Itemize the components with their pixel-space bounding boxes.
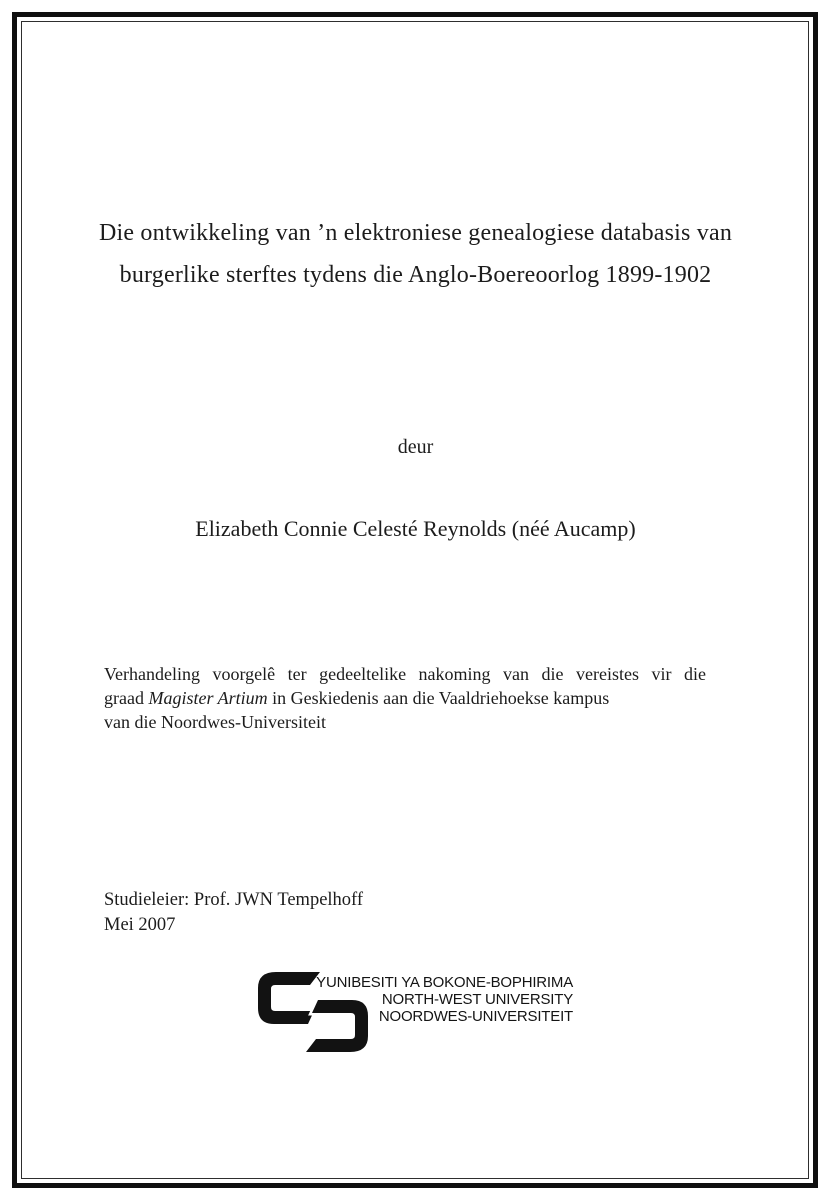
degree-statement-line-3: van die Noordwes-Universiteit bbox=[104, 712, 326, 732]
logo-line-english: NORTH-WEST UNIVERSITY bbox=[381, 991, 573, 1009]
date-line: Mei 2007 bbox=[104, 914, 176, 935]
thesis-title-line-2: burgerlike sterftes tydens die Anglo-Boereoorlog 1899-1902 bbox=[119, 262, 712, 288]
thesis-title bbox=[60, 212, 771, 296]
supervisor-block bbox=[104, 888, 363, 937]
logo-line-setswana: YUNIBESITI YA BOKONE-BOPHIRIMA bbox=[316, 974, 573, 991]
logo-line-afrikaans: NOORDWES-UNIVERSITEIT bbox=[378, 1008, 573, 1026]
author-name: Elizabeth Connie Celesté Reynolds (néé Aucamp) bbox=[195, 516, 636, 541]
thesis-title-line-1: Die ontwikkeling van ’n elektroniese genealogiese databasis van bbox=[98, 220, 733, 246]
degree-statement-line-1: Verhandeling voorgelê ter gedeeltelike nakoming van die vereistes vir die bbox=[104, 664, 706, 684]
degree-name-italic: Magister Artium bbox=[148, 688, 268, 708]
degree-statement-line-2 bbox=[104, 686, 706, 710]
degree-statement-line-2-pre: graad bbox=[104, 688, 149, 708]
degree-statement-line-2-post: in Geskiedenis aan die Vaaldriehoekse kampus bbox=[267, 688, 610, 708]
degree-statement bbox=[104, 662, 706, 734]
byline-label: deur bbox=[397, 436, 434, 458]
supervisor-line: Studieleier: Prof. JWN Tempelhoff bbox=[104, 890, 364, 910]
university-logo-text bbox=[316, 974, 573, 1026]
